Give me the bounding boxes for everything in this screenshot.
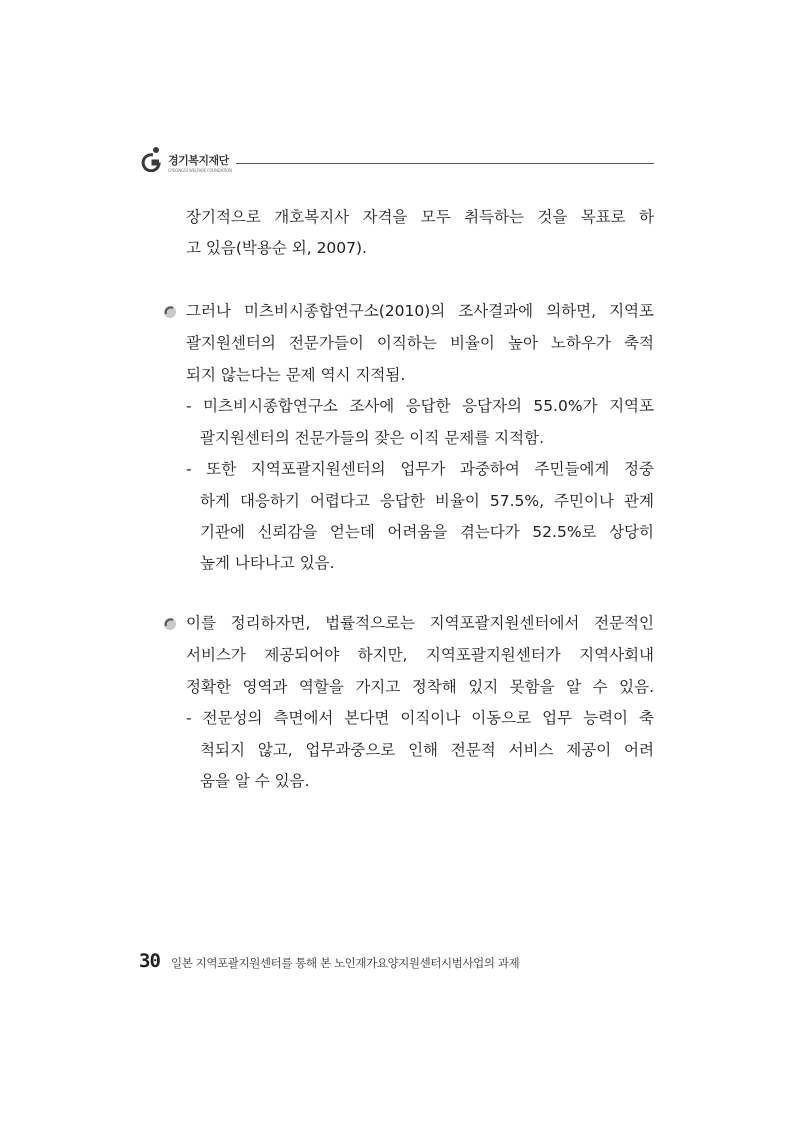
header-divider bbox=[236, 163, 654, 164]
organization-subtitle: GYEONGGI WELFARE FOUNDATION bbox=[168, 168, 232, 173]
text-line: - 또한 지역포괄지원센터의 업무가 과중하여 주민들에게 정중 bbox=[186, 460, 654, 478]
organization-name: 경기복지재단 bbox=[168, 154, 229, 167]
foundation-logo-icon bbox=[140, 146, 162, 172]
text-line: 고 있음(박용순 외, 2007). bbox=[186, 239, 367, 257]
text-line: 이를 정리하자면, 법률적으로는 지역포괄지원센터에서 전문적인 bbox=[186, 614, 654, 632]
text-line: 움을 알 수 있음. bbox=[200, 772, 310, 790]
text-line: 되지 않는다는 문제 역시 지적됨. bbox=[186, 366, 406, 384]
text-line: 괄지원센터의 전문가들이 이직하는 비율이 높아 노하우가 축적 bbox=[186, 334, 654, 352]
text-line: 기관에 신뢰감을 얻는데 어려움을 겪는다가 52.5%로 상당히 bbox=[200, 523, 654, 541]
text-line: 서비스가 제공되어야 하지만, 지역포괄지원센터가 지역사회내 bbox=[186, 646, 654, 664]
bullet-icon bbox=[163, 617, 177, 631]
text-line: 장기적으로 개호복지사 자격을 모두 취득하는 것을 목표로 하 bbox=[186, 208, 654, 226]
text-line: 척되지 않고, 업무과중으로 인해 전문적 서비스 제공이 어려 bbox=[200, 741, 654, 759]
text-line: 하게 대응하기 어렵다고 응답한 비율이 57.5%, 주민이나 관계 bbox=[200, 492, 654, 510]
page-number: 30 bbox=[139, 950, 160, 972]
bullet-icon bbox=[163, 305, 177, 319]
book-title: 일본 지역포괄지원센터를 통해 본 노인재가요양지원센터시범사업의 과제 bbox=[171, 956, 520, 970]
text-line: - 미츠비시종합연구소 조사에 응답한 응답자의 55.0%가 지역포 bbox=[186, 397, 654, 415]
text-line: 그러나 미츠비시종합연구소(2010)의 조사결과에 의하면, 지역포 bbox=[186, 302, 654, 320]
text-line: 괄지원센터의 전문가들의 잦은 이직 문제를 지적함. bbox=[200, 429, 544, 447]
text-line: - 전문성의 측면에서 본다면 이직이나 이동으로 업무 능력이 축 bbox=[186, 709, 654, 727]
page-header bbox=[140, 146, 654, 176]
text-line: 높게 나타나고 있음. bbox=[200, 554, 335, 572]
text-line: 정확한 영역과 역할을 가지고 정착해 있지 못함을 알 수 있음. bbox=[186, 678, 654, 696]
